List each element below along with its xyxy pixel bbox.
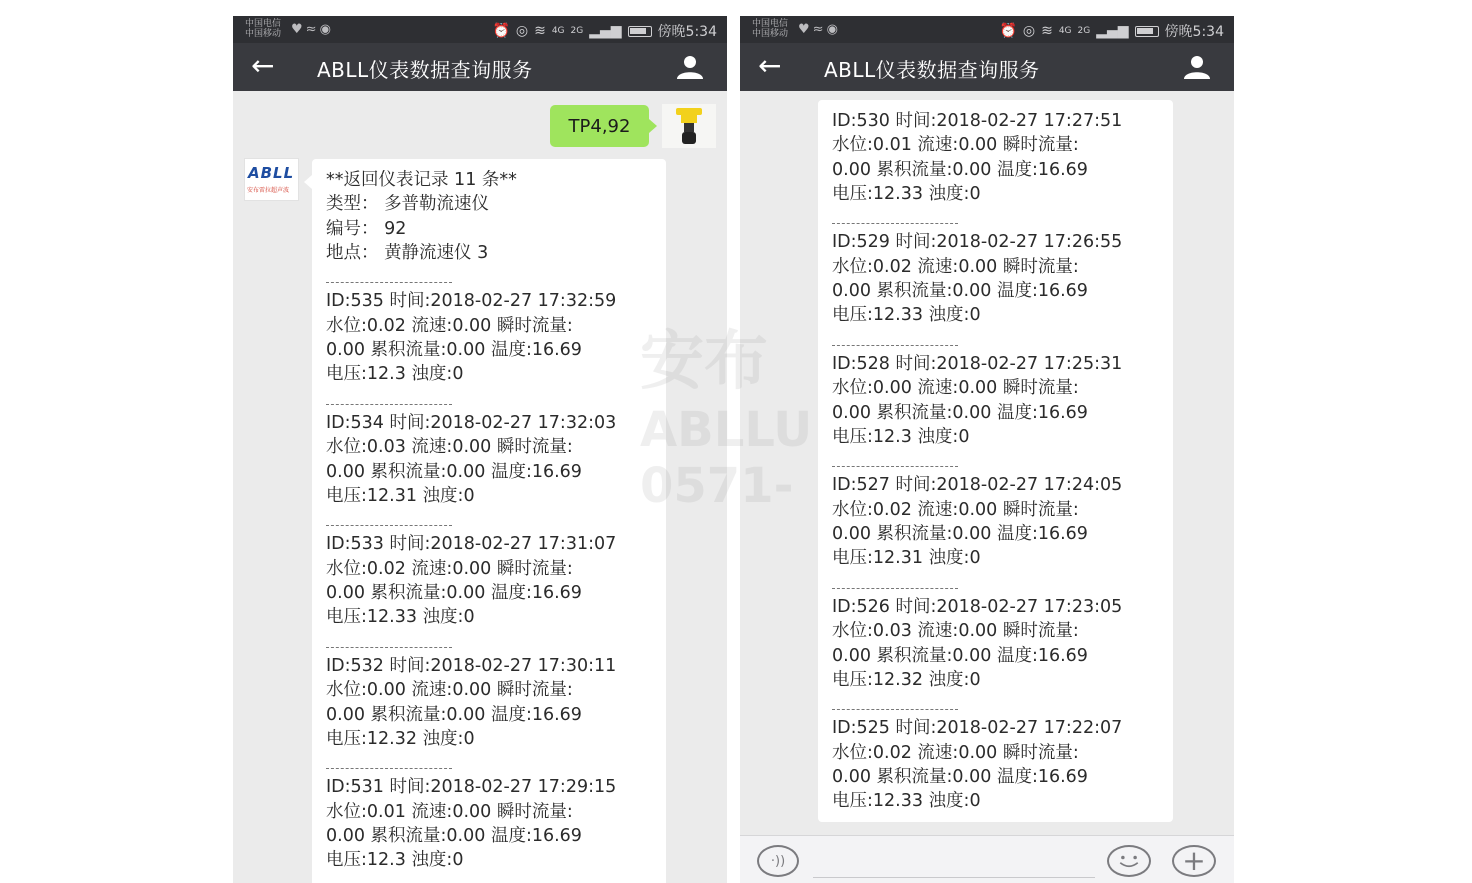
- record-level-speed: 水位:0.01 流速:0.00 瞬时流量:: [832, 135, 1079, 156]
- record-item: [832, 230, 1159, 351]
- record-level-speed: 水位:0.03 流速:0.00 瞬时流量:: [832, 621, 1079, 642]
- separator: [326, 265, 652, 289]
- meter-type: 类型： 多普勒流速仪: [326, 194, 490, 215]
- plus-icon[interactable]: +: [1172, 845, 1216, 877]
- separator: [832, 206, 1159, 230]
- record-level-speed: 水位:0.02 流速:0.00 瞬时流量:: [832, 256, 1079, 277]
- heart-icon: ♥: [798, 22, 813, 37]
- record-voltage: 电压:12.33 浊度:0: [832, 791, 981, 812]
- chat-title: ABLL仪表数据查询服务: [317, 58, 533, 82]
- carrier-labels: [752, 19, 788, 39]
- record-voltage: 电压:12.33 浊度:0: [326, 607, 475, 628]
- record-voltage: 电压:12.31 浊度:0: [832, 548, 981, 569]
- person-icon[interactable]: [675, 54, 705, 80]
- separator: [326, 387, 652, 411]
- record-level-speed: 水位:0.02 流速:0.00 瞬时流量:: [832, 499, 1079, 520]
- status-bar: [233, 16, 727, 43]
- phone-screen-left: [233, 16, 727, 883]
- record-voltage: 电压:12.3 浊度:0: [832, 426, 970, 447]
- record-voltage: 电压:12.33 浊度:0: [832, 183, 981, 204]
- record-level-speed: 水位:0.00 流速:0.00 瞬时流量:: [832, 378, 1079, 399]
- notification-icons: [798, 22, 841, 37]
- weather-icon: ≈: [812, 22, 827, 37]
- chat-title: ABLL仪表数据查询服务: [824, 58, 1040, 82]
- carrier-2: 中国移动: [245, 29, 282, 39]
- record-level-speed: 水位:0.02 流速:0.00 瞬时流量:: [832, 742, 1079, 763]
- reply-message-bubble[interactable]: [312, 159, 666, 883]
- sensor-device-icon: [672, 106, 706, 146]
- battery-icon: [628, 26, 652, 37]
- record-item: [326, 775, 652, 872]
- wifi-icon: ≋: [534, 23, 546, 39]
- user-avatar[interactable]: [662, 104, 716, 148]
- battery-icon: [1135, 26, 1159, 37]
- carrier-2: 中国移动: [752, 29, 789, 39]
- meter-number: 编号： 92: [326, 218, 407, 239]
- voice-icon[interactable]: ·)): [757, 845, 799, 877]
- alarm-icon: ⏰: [999, 23, 1017, 39]
- signal-4g-label: 4G: [551, 26, 565, 36]
- message-input[interactable]: [813, 844, 1095, 878]
- record-item: [832, 109, 1159, 230]
- record-item: [326, 532, 652, 653]
- status-right: [999, 21, 1224, 41]
- heart-icon: ♥: [291, 22, 306, 37]
- phone-screen-right: [740, 16, 1234, 883]
- sent-message-bubble[interactable]: [550, 105, 649, 147]
- signal-2g-label: 2G: [1077, 26, 1091, 36]
- eye-icon: ◎: [515, 23, 529, 39]
- record-id-time: ID:528 时间:2018-02-27 17:25:31: [832, 353, 1123, 374]
- separator: [832, 692, 1159, 716]
- record-flow-temp: 0.00 累积流量:0.00 温度:16.69: [832, 281, 1088, 302]
- status-time: 傍晚5:34: [1164, 24, 1224, 40]
- carrier-1: 中国电信: [752, 19, 789, 29]
- input-bar: [740, 835, 1234, 883]
- title-bar: [233, 43, 727, 91]
- record-item: [832, 716, 1159, 813]
- eye-icon: ◎: [1022, 23, 1036, 39]
- status-right: [492, 21, 717, 41]
- record-id-time: ID:530 时间:2018-02-27 17:27:51: [832, 111, 1123, 131]
- record-voltage: 电压:12.3 浊度:0: [326, 850, 464, 871]
- carrier-1: 中国电信: [245, 19, 282, 29]
- alarm-icon: ⏰: [492, 23, 510, 39]
- record-id-time: ID:535 时间:2018-02-27 17:32:59: [326, 291, 617, 312]
- separator: [326, 508, 652, 532]
- separator: [326, 751, 652, 775]
- record-flow-temp: 0.00 累积流量:0.00 温度:16.69: [832, 402, 1088, 423]
- record-id-time: ID:526 时间:2018-02-27 17:23:05: [832, 596, 1123, 617]
- carrier-labels: [245, 19, 281, 39]
- notification-icons: [291, 22, 334, 37]
- record-flow-temp: 0.00 累积流量:0.00 温度:16.69: [326, 704, 582, 725]
- record-item: [832, 473, 1159, 594]
- record-flow-temp: 0.00 累积流量:0.00 温度:16.69: [832, 645, 1088, 666]
- record-id-time: ID:531 时间:2018-02-27 17:29:15: [326, 777, 617, 798]
- separator: [832, 328, 1159, 352]
- service-logo: ABLL: [248, 164, 295, 182]
- sent-message-text: TP4,92: [568, 115, 631, 137]
- record-id-time: ID:529 时间:2018-02-27 17:26:55: [832, 232, 1123, 253]
- back-arrow-icon[interactable]: ←: [758, 49, 782, 82]
- record-voltage: 电压:12.33 浊度:0: [832, 305, 981, 326]
- weather-icon: ≈: [305, 22, 320, 37]
- reply-message-bubble-continued[interactable]: [818, 100, 1173, 822]
- signal-bars-icon: ▂▄▆: [589, 23, 622, 39]
- record-flow-temp: 0.00 累积流量:0.00 温度:16.69: [326, 340, 582, 361]
- record-level-speed: 水位:0.01 流速:0.00 瞬时流量:: [326, 801, 573, 822]
- record-voltage: 电压:12.32 浊度:0: [832, 669, 981, 690]
- record-id-time: ID:534 时间:2018-02-27 17:32:03: [326, 412, 617, 433]
- meter-location: 地点： 黄静流速仪 3: [326, 242, 489, 263]
- record-item: [326, 654, 652, 775]
- eye-icon: ◉: [319, 22, 334, 37]
- service-avatar[interactable]: [244, 158, 299, 201]
- title-bar: [740, 43, 1234, 91]
- service-logo-subtitle: 安布雷拉超声波: [247, 187, 290, 194]
- record-flow-temp: 0.00 累积流量:0.00 温度:16.69: [326, 461, 582, 482]
- record-level-speed: 水位:0.02 流速:0.00 瞬时流量:: [326, 315, 573, 336]
- signal-2g-label: 2G: [570, 26, 584, 36]
- signal-bars-icon: ▂▄▆: [1096, 23, 1129, 39]
- back-arrow-icon[interactable]: ←: [251, 49, 275, 82]
- record-id-time: ID:525 时间:2018-02-27 17:22:07: [832, 718, 1123, 739]
- record-item: [832, 595, 1159, 716]
- status-bar: [740, 16, 1234, 43]
- emoji-icon[interactable]: [1107, 845, 1151, 877]
- person-icon[interactable]: [1182, 54, 1212, 80]
- record-flow-temp: 0.00 累积流量:0.00 温度:16.69: [326, 583, 582, 604]
- record-id-time: ID:532 时间:2018-02-27 17:30:11: [326, 655, 617, 676]
- record-voltage: 电压:12.3 浊度:0: [326, 364, 464, 385]
- record-level-speed: 水位:0.00 流速:0.00 瞬时流量:: [326, 680, 573, 701]
- record-voltage: 电压:12.32 浊度:0: [326, 728, 475, 749]
- eye-icon: ◉: [826, 22, 841, 37]
- record-id-time: ID:533 时间:2018-02-27 17:31:07: [326, 534, 617, 555]
- record-item: [326, 289, 652, 410]
- separator: [832, 449, 1159, 473]
- record-flow-temp: 0.00 累积流量:0.00 温度:16.69: [832, 159, 1088, 180]
- record-voltage: 电压:12.31 浊度:0: [326, 485, 475, 506]
- record-flow-temp: 0.00 累积流量:0.00 温度:16.69: [832, 524, 1088, 545]
- record-item: [832, 352, 1159, 473]
- separator: [326, 630, 652, 654]
- status-time: 傍晚5:34: [657, 24, 717, 40]
- record-id-time: ID:527 时间:2018-02-27 17:24:05: [832, 475, 1123, 496]
- record-flow-temp: 0.00 累积流量:0.00 温度:16.69: [832, 767, 1088, 788]
- record-item: [326, 411, 652, 532]
- wifi-icon: ≋: [1041, 23, 1053, 39]
- reply-heading: **返回仪表记录 11 条**: [326, 170, 517, 190]
- signal-4g-label: 4G: [1058, 26, 1072, 36]
- record-level-speed: 水位:0.03 流速:0.00 瞬时流量:: [326, 437, 573, 458]
- separator: [832, 571, 1159, 595]
- record-level-speed: 水位:0.02 流速:0.00 瞬时流量:: [326, 558, 573, 579]
- record-flow-temp: 0.00 累积流量:0.00 温度:16.69: [326, 826, 582, 847]
